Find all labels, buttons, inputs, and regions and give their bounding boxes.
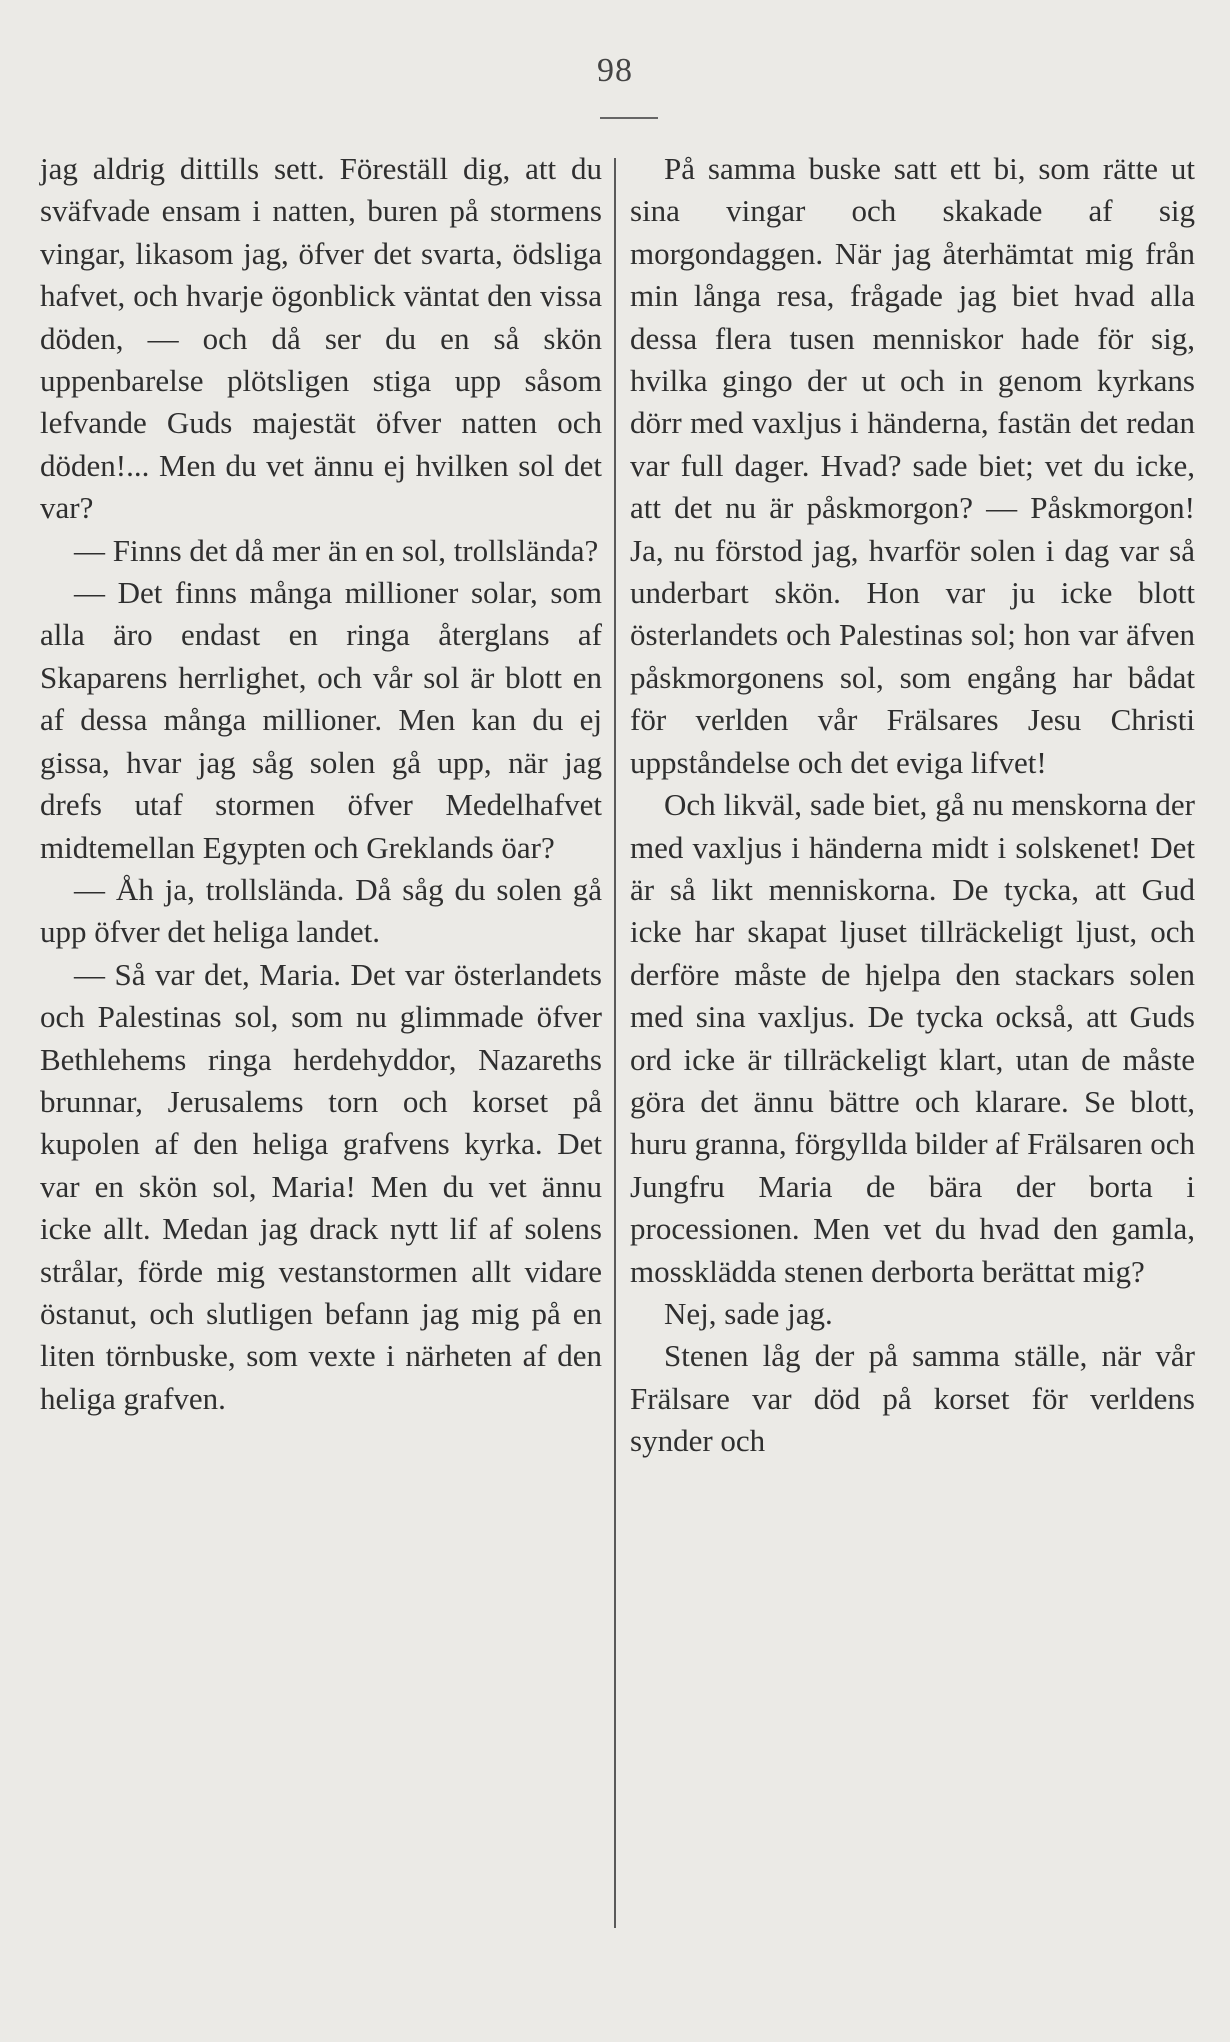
- paragraph: På samma buske satt ett bi, som rätte ut sina vingar och skakade af sig morgondaggen. När jag återhämtat mig från min långa resa, frågade jag biet hvad alla dessa flera tusen menniskor hade för sig, hvilka gingo der ut och in genom kyrkans dörr med vaxljus i händerna, fastän det redan var full dager. Hvad? sade biet; vet du icke, att det nu är påskmorgon? — Påskmorgon! Ja, nu förstod jag, hvarför solen i dag var så underbart skön. Hon var ju icke blott österlandets och Palestinas sol; hon var äfven påskmorgonens sol, som engång har bådat för verlden vår Frälsares Jesu Christi uppståndelse och det eviga lifvet!: [630, 151, 1195, 780]
- paragraph: — Så var det, Maria. Det var österlandets och Palestinas sol, som nu glimmade öfver Bethlehems ringa herdehyddor, Nazareths brunnar, Jerusalems torn och korset på kupolen af den heliga grafvens kyrka. Det var en skön sol, Maria! Men du vet ännu icke allt. Medan jag drack nytt lif af solens strålar, förde mig vestanstormen allt vidare östanut, och slutligen befann jag mig på en liten törnbuske, som vexte i närheten af den heliga grafven.: [40, 956, 602, 1416]
- paragraph: — Finns det då mer än en sol, trollslända?: [74, 532, 599, 568]
- header-rule: [600, 117, 658, 119]
- left-column: [40, 148, 602, 1420]
- column-divider: [614, 158, 616, 1928]
- paragraph: — Åh ja, trollslända. Då såg du solen gå upp öfver det heliga landet.: [40, 871, 602, 950]
- paragraph: — Det finns många millioner solar, som alla äro endast en ringa återglans af Skaparens herrlighet, och vår sol är blott en af dessa många millioner. Men kan du ej gissa, hvar jag såg solen gå upp, när jag drefs utaf stormen öfver Medelhafvet midtemellan Egypten och Greklands öar?: [40, 575, 602, 865]
- paragraph: Stenen låg der på samma ställe, när vår Frälsare var död på korset för verldens synder och: [630, 1338, 1195, 1459]
- page-number: 98: [597, 52, 633, 89]
- paragraph: Och likväl, sade biet, gå nu menskorna der med vaxljus i händerna midt i solskenet! Det är så likt menniskorna. De tycka, att Gud icke har skapat ljuset tillräckeligt ljust, och derföre måste de hjelpa den stackars solen med sina vaxljus. De tycka också, att Guds ord icke är tillräckeligt klart, utan de måste göra det ännu bättre och klarare. Se blott, huru granna, förgyllda bilder af Frälsaren och Jungfru Maria de bära der borta i processionen. Men vet du hvad den gamla, mossklädda stenen derborta berättat mig?: [630, 787, 1195, 1289]
- right-column: [630, 148, 1195, 1463]
- paragraph: jag aldrig dittills sett. Föreställ dig, att du sväfvade ensam i natten, buren på stormens vingar, likasom jag, öfver det svarta, ödsliga hafvet, och hvarje ögonblick väntat den vissa döden, — och då ser du en så skön uppenbarelse plötsligen stiga upp såsom lefvande Guds majestät öfver natten och döden!... Men du vet ännu ej hvilken sol det var?: [40, 151, 602, 526]
- paragraph: Nej, sade jag.: [664, 1295, 833, 1331]
